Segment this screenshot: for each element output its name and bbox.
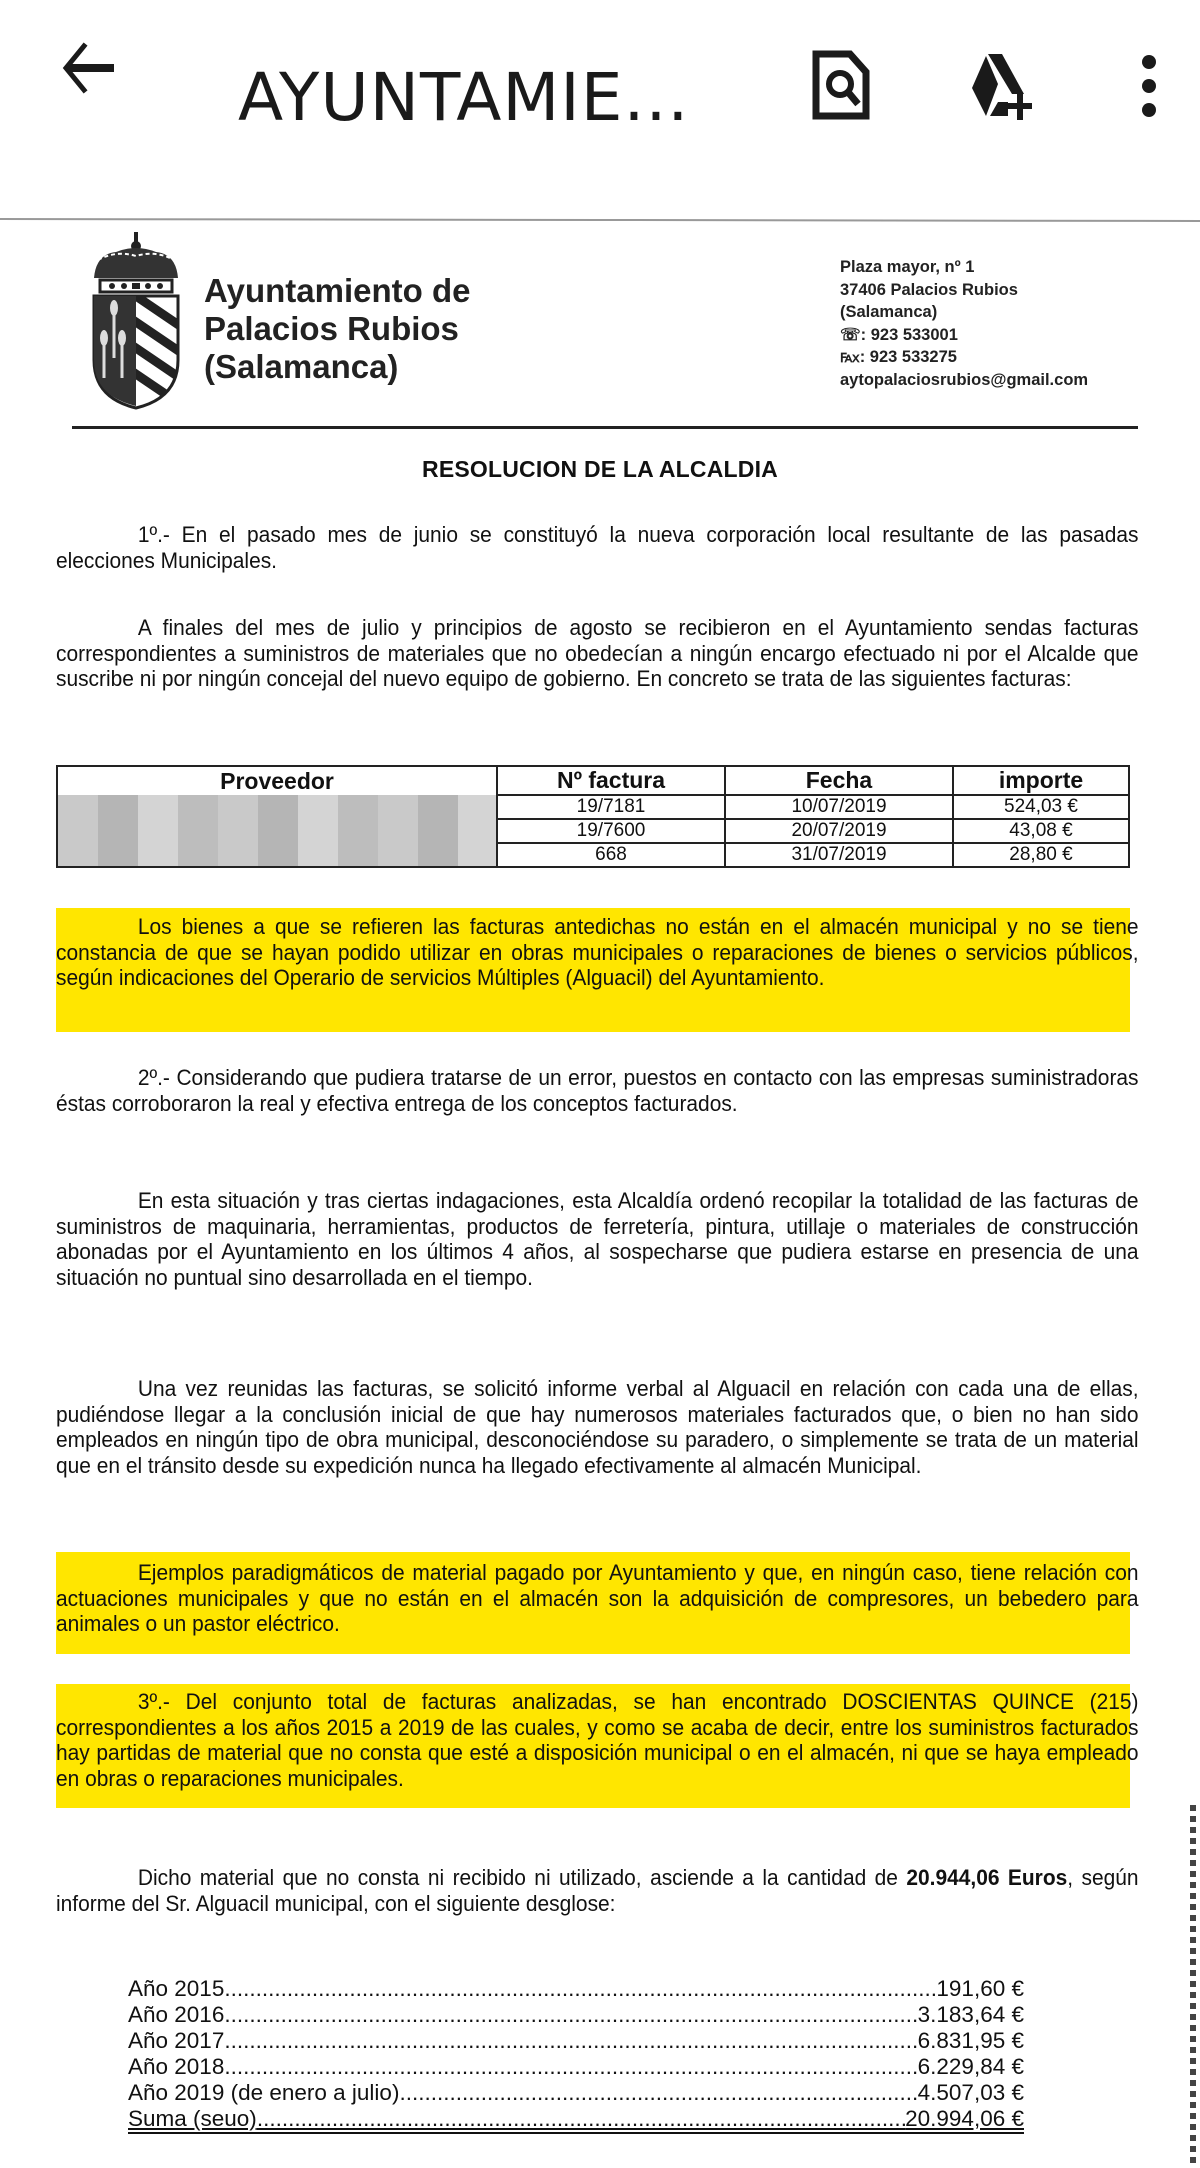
breakdown-label: Año 2018: [128, 2054, 225, 2079]
column-header-importe: importe: [953, 766, 1129, 795]
invoice-amount: 28,80 €: [953, 843, 1129, 867]
paragraph-text: Una vez reunidas las facturas, se solicitó informe verbal al Alguacil en relación con cada una de ellas, pudiéndose llegar a la conclusión inicial de que hay numerosos materiales facturados que, o bien no han sido empleados en ningún tipo de obra municipal, desconociéndose su paradero, o simplemente se trata de un material que en el tránsito desde su expedición nunca ha llegado efectivamente al almacén Municipal.: [56, 1376, 1139, 1478]
paragraph-text: Los bienes a que se refieren las facturas antedichas no están en el almacén municipal y no se tiene constancia de que se hayan podido utilizar en obras municipales o reparaciones de bienes o servicios públicos, según indicaciones del Operario de servicios Múltiples (Alguacil) del Ayuntamiento.: [56, 914, 1139, 990]
coat-of-arms-logo: [86, 230, 186, 410]
paragraph-6: [56, 1376, 1139, 1478]
paragraph-text: 2º.- Considerando que pudiera tratarse de un error, puestos en contacto con las empresas suministradoras éstas corroboraron la real y efectiva entrega de los conceptos facturados.: [56, 1065, 1139, 1116]
total-amount: 20.944,06 Euros: [906, 1865, 1068, 1890]
breakdown-total-row: [128, 2106, 1024, 2134]
invoice-number: 668: [497, 843, 725, 867]
breakdown-value: 6.229,84 €: [917, 2054, 1024, 2079]
paragraph-text: Ejemplos paradigmáticos de material pagado por Ayuntamiento y que, en ningún caso, tiene relación con actuaciones municipales y que no están en el almacén son la adquisición de compresores, un bebedero para animales o un pastor eléctrico.: [56, 1560, 1139, 1636]
invoice-date: 31/07/2019: [725, 843, 953, 867]
paragraph-text: En esta situación y tras ciertas indagaciones, esta Alcaldía ordenó recopilar la totalidad de las facturas de suministros de maquinaria, herramientas, productos de ferretería, pintura, utillaje o materiales de construcción abonadas por el Ayuntamiento en los últimos 4 años, al sospecharse que pudiera estarse en presencia de una situación no puntual sino desarrollada en el tiempo.: [56, 1188, 1139, 1290]
app-bar: [0, 0, 1200, 215]
breakdown-label: Suma (seuo): [128, 2106, 257, 2131]
paragraph-1: [56, 522, 1139, 573]
address-line: 37406 Palacios Rubios: [840, 280, 1018, 299]
paragraph-7-highlighted: [56, 1560, 1139, 1637]
breakdown-value: 3.183,64 €: [917, 2002, 1024, 2027]
email-address: aytopalaciosrubios@gmail.com: [840, 370, 1089, 389]
invoice-table: [56, 765, 1130, 868]
yearly-breakdown: [128, 1976, 1024, 2134]
breakdown-value: 4.507,03 €: [917, 2080, 1024, 2105]
more-vert-icon: [1136, 50, 1162, 120]
paragraph-5: [56, 1188, 1139, 1290]
find-in-page-icon: [812, 50, 870, 120]
breakdown-row: [128, 2080, 1024, 2106]
paragraph-4: [56, 1065, 1139, 1116]
document-page: [0, 222, 1200, 2168]
phone-number: ☏: 923 533001: [840, 325, 958, 344]
column-header-factura: Nº factura: [497, 766, 725, 795]
breakdown-total: 20.994,06 €: [905, 2106, 1024, 2131]
org-line: (Salamanca): [204, 348, 399, 385]
invoice-number: 19/7181: [497, 795, 725, 819]
invoice-date: 20/07/2019: [725, 819, 953, 843]
invoice-number: 19/7600: [497, 819, 725, 843]
paragraph-text: 3º.- Del conjunto total de facturas analizadas, se han encontrado DOSCIENTAS QUINCE (215) correspondientes a los años 2015 a 2019 de las cuales, y como se acaba de decir, entre los suministros facturados hay partidas de material que no consta que esté a disposición municipal o en el almacén, ni que se haya empleado en obras o reparaciones municipales.: [56, 1689, 1139, 1791]
org-line: Ayuntamiento de: [204, 272, 471, 309]
paragraph-9: [56, 1865, 1139, 1916]
address-line: Plaza mayor, nº 1: [840, 258, 975, 276]
column-header-fecha: Fecha: [725, 766, 953, 795]
paragraph-text: A finales del mes de julio y principios de agosto se recibieron en el Ayuntamiento sendas facturas correspondientes a suministros de materiales que no obedecían a ningún encargo efectuado ni por el Alcalde que suscribe ni por ningún concejal del nuevo equipo de gobierno. En concreto se trata de las siguientes facturas:: [56, 615, 1139, 691]
letterhead-divider: [72, 426, 1138, 429]
breakdown-row: [128, 2002, 1024, 2028]
breakdown-label: Año 2015: [128, 1976, 225, 2001]
arrow-left-icon: [58, 38, 118, 98]
contact-block: [840, 256, 1088, 391]
invoice-date: 10/07/2019: [725, 795, 953, 819]
resolution-heading: RESOLUCION DE LA ALCALDIA: [422, 456, 778, 482]
table-header-row: [57, 766, 1129, 795]
table-row: [57, 795, 1129, 819]
breakdown-value: 191,60 €: [936, 1976, 1024, 2001]
org-line: Palacios Rubios: [204, 310, 459, 347]
breakdown-row: [128, 2028, 1024, 2054]
breakdown-label: Año 2019 (de enero a julio): [128, 2080, 400, 2105]
more-options-button[interactable]: [1136, 50, 1162, 120]
municipality-name: [204, 272, 470, 386]
breakdown-label: Año 2016: [128, 2002, 225, 2027]
breakdown-value: 6.831,95 €: [917, 2028, 1024, 2053]
breakdown-label: Año 2017: [128, 2028, 225, 2053]
back-button[interactable]: [58, 38, 118, 98]
paragraph-text: , según informe del Sr. Alguacil municipal, con el siguiente desglose:: [56, 1865, 1139, 1916]
paragraph-2: [56, 615, 1139, 692]
drive-add-icon: [968, 50, 1034, 120]
paragraph-8-highlighted: [56, 1689, 1139, 1791]
invoice-amount: 524,03 €: [953, 795, 1129, 819]
column-header-proveedor: Proveedor: [57, 766, 497, 795]
breakdown-row: [128, 2054, 1024, 2080]
fax-number: ℻: 923 533275: [840, 348, 957, 366]
page-margin-stamp: [1190, 1805, 1196, 2168]
document-title: AYUNTAMIE...: [238, 59, 690, 136]
breakdown-row: [128, 1976, 1024, 2002]
paragraph-text: Dicho material que no consta ni recibido ni utilizado, asciende a la cantidad de: [137, 1865, 907, 1890]
find-in-page-button[interactable]: [812, 50, 870, 120]
address-line: (Salamanca): [840, 303, 938, 321]
paragraph-3-highlighted: [56, 914, 1139, 991]
add-to-drive-button[interactable]: [968, 50, 1034, 120]
paragraph-text: 1º.- En el pasado mes de junio se constituyó la nueva corporación local resultante de las pasadas elecciones Municipales.: [56, 522, 1139, 573]
redacted-supplier-cell: [57, 795, 497, 867]
invoice-amount: 43,08 €: [953, 819, 1129, 843]
